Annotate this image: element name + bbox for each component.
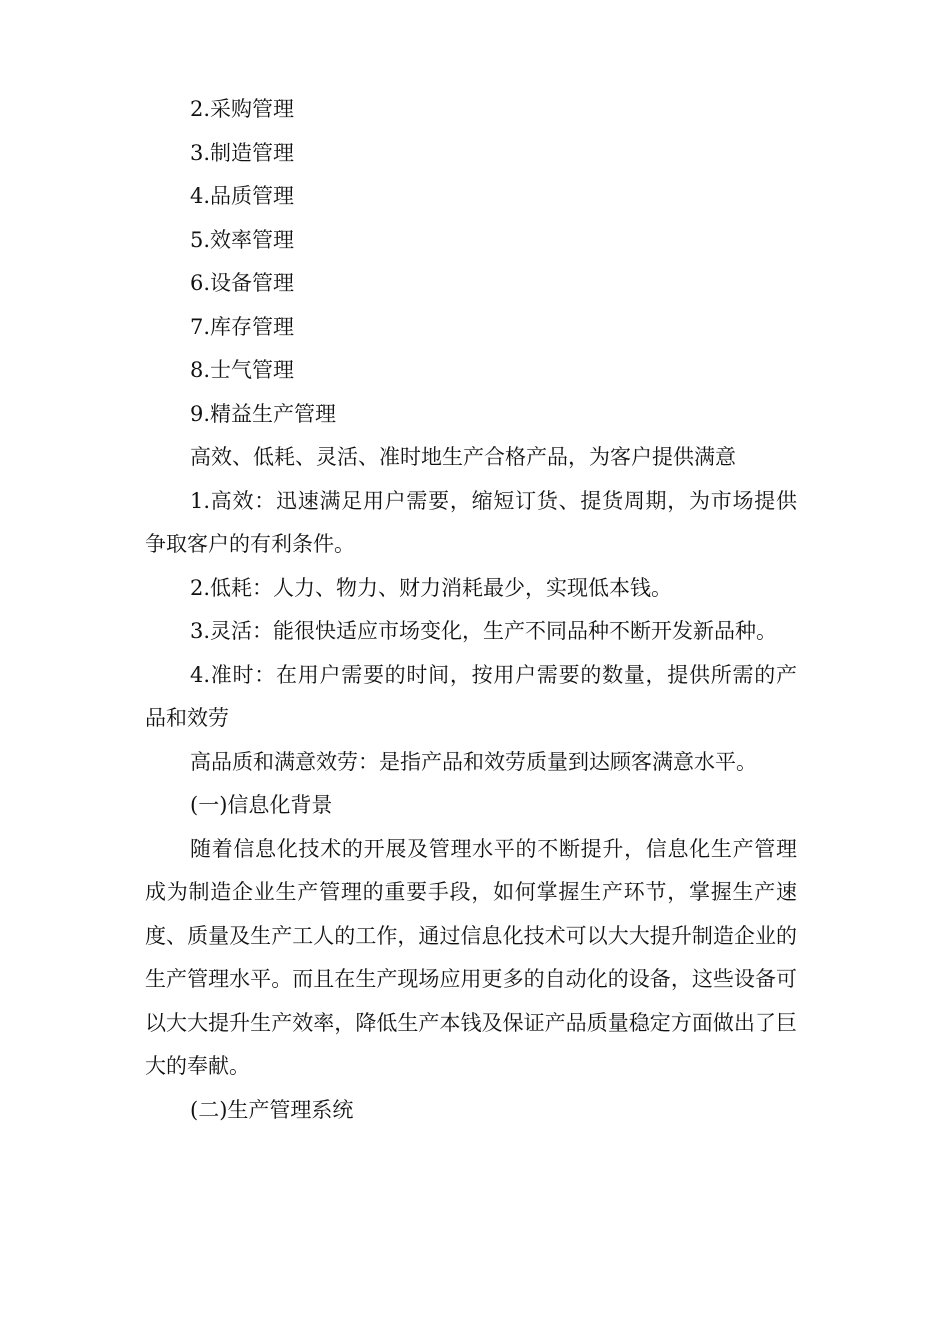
list-item: 6.设备管理: [190, 271, 295, 295]
paragraph-efficient: 1.高效：迅速满足用户需要，缩短订货、提货周期，为市场提供争取客户的有利条件。: [145, 488, 797, 556]
list-item: 8.士气管理: [190, 358, 295, 382]
list-item: 9.精益生产管理: [190, 401, 337, 426]
list-item: 3.制造管理: [190, 140, 295, 165]
paragraph-background: 随着信息化技术的开展及管理水平的不断提升，信息化生产管理成为制造企业生产管理的重要手段，如何掌握生产环节，掌握生产速度、质量及生产工人的工作，通过信息化技术可以大大提升制造企业的生产管理水平。而且在生产现场应用更多的自动化的设备，这些设备可以大大提升生产效率，降低生产本钱及保证产品质量稳定方面做出了巨大的奉献。: [145, 836, 797, 1078]
paragraph-flexible: 3.灵活：能很快适应市场变化，生产不同品种不断开发新品种。: [190, 619, 778, 643]
document-body: [145, 88, 797, 1132]
paragraph-goal: 高效、低耗、灵活、准时地生产合格产品，为客户提供满意: [190, 445, 736, 469]
list-item: 5.效率管理: [190, 227, 295, 252]
list-item: 7.库存管理: [190, 314, 295, 339]
section-heading-system: (二)生产管理系统: [190, 1097, 354, 1122]
paragraph-quality: 高品质和满意效劳：是指产品和效劳质量到达顾客满意水平。: [190, 749, 757, 774]
paragraph-on-time: 4.准时：在用户需要的时间，按用户需要的数量，提供所需的产品和效劳: [145, 662, 797, 730]
paragraph-low-cost: 2.低耗：人力、物力、财力消耗最少，实现低本钱。: [190, 575, 673, 600]
section-heading-background: (一)信息化背景: [190, 793, 333, 817]
list-item: 2.采购管理: [190, 97, 295, 121]
list-item: 4.品质管理: [190, 184, 295, 208]
